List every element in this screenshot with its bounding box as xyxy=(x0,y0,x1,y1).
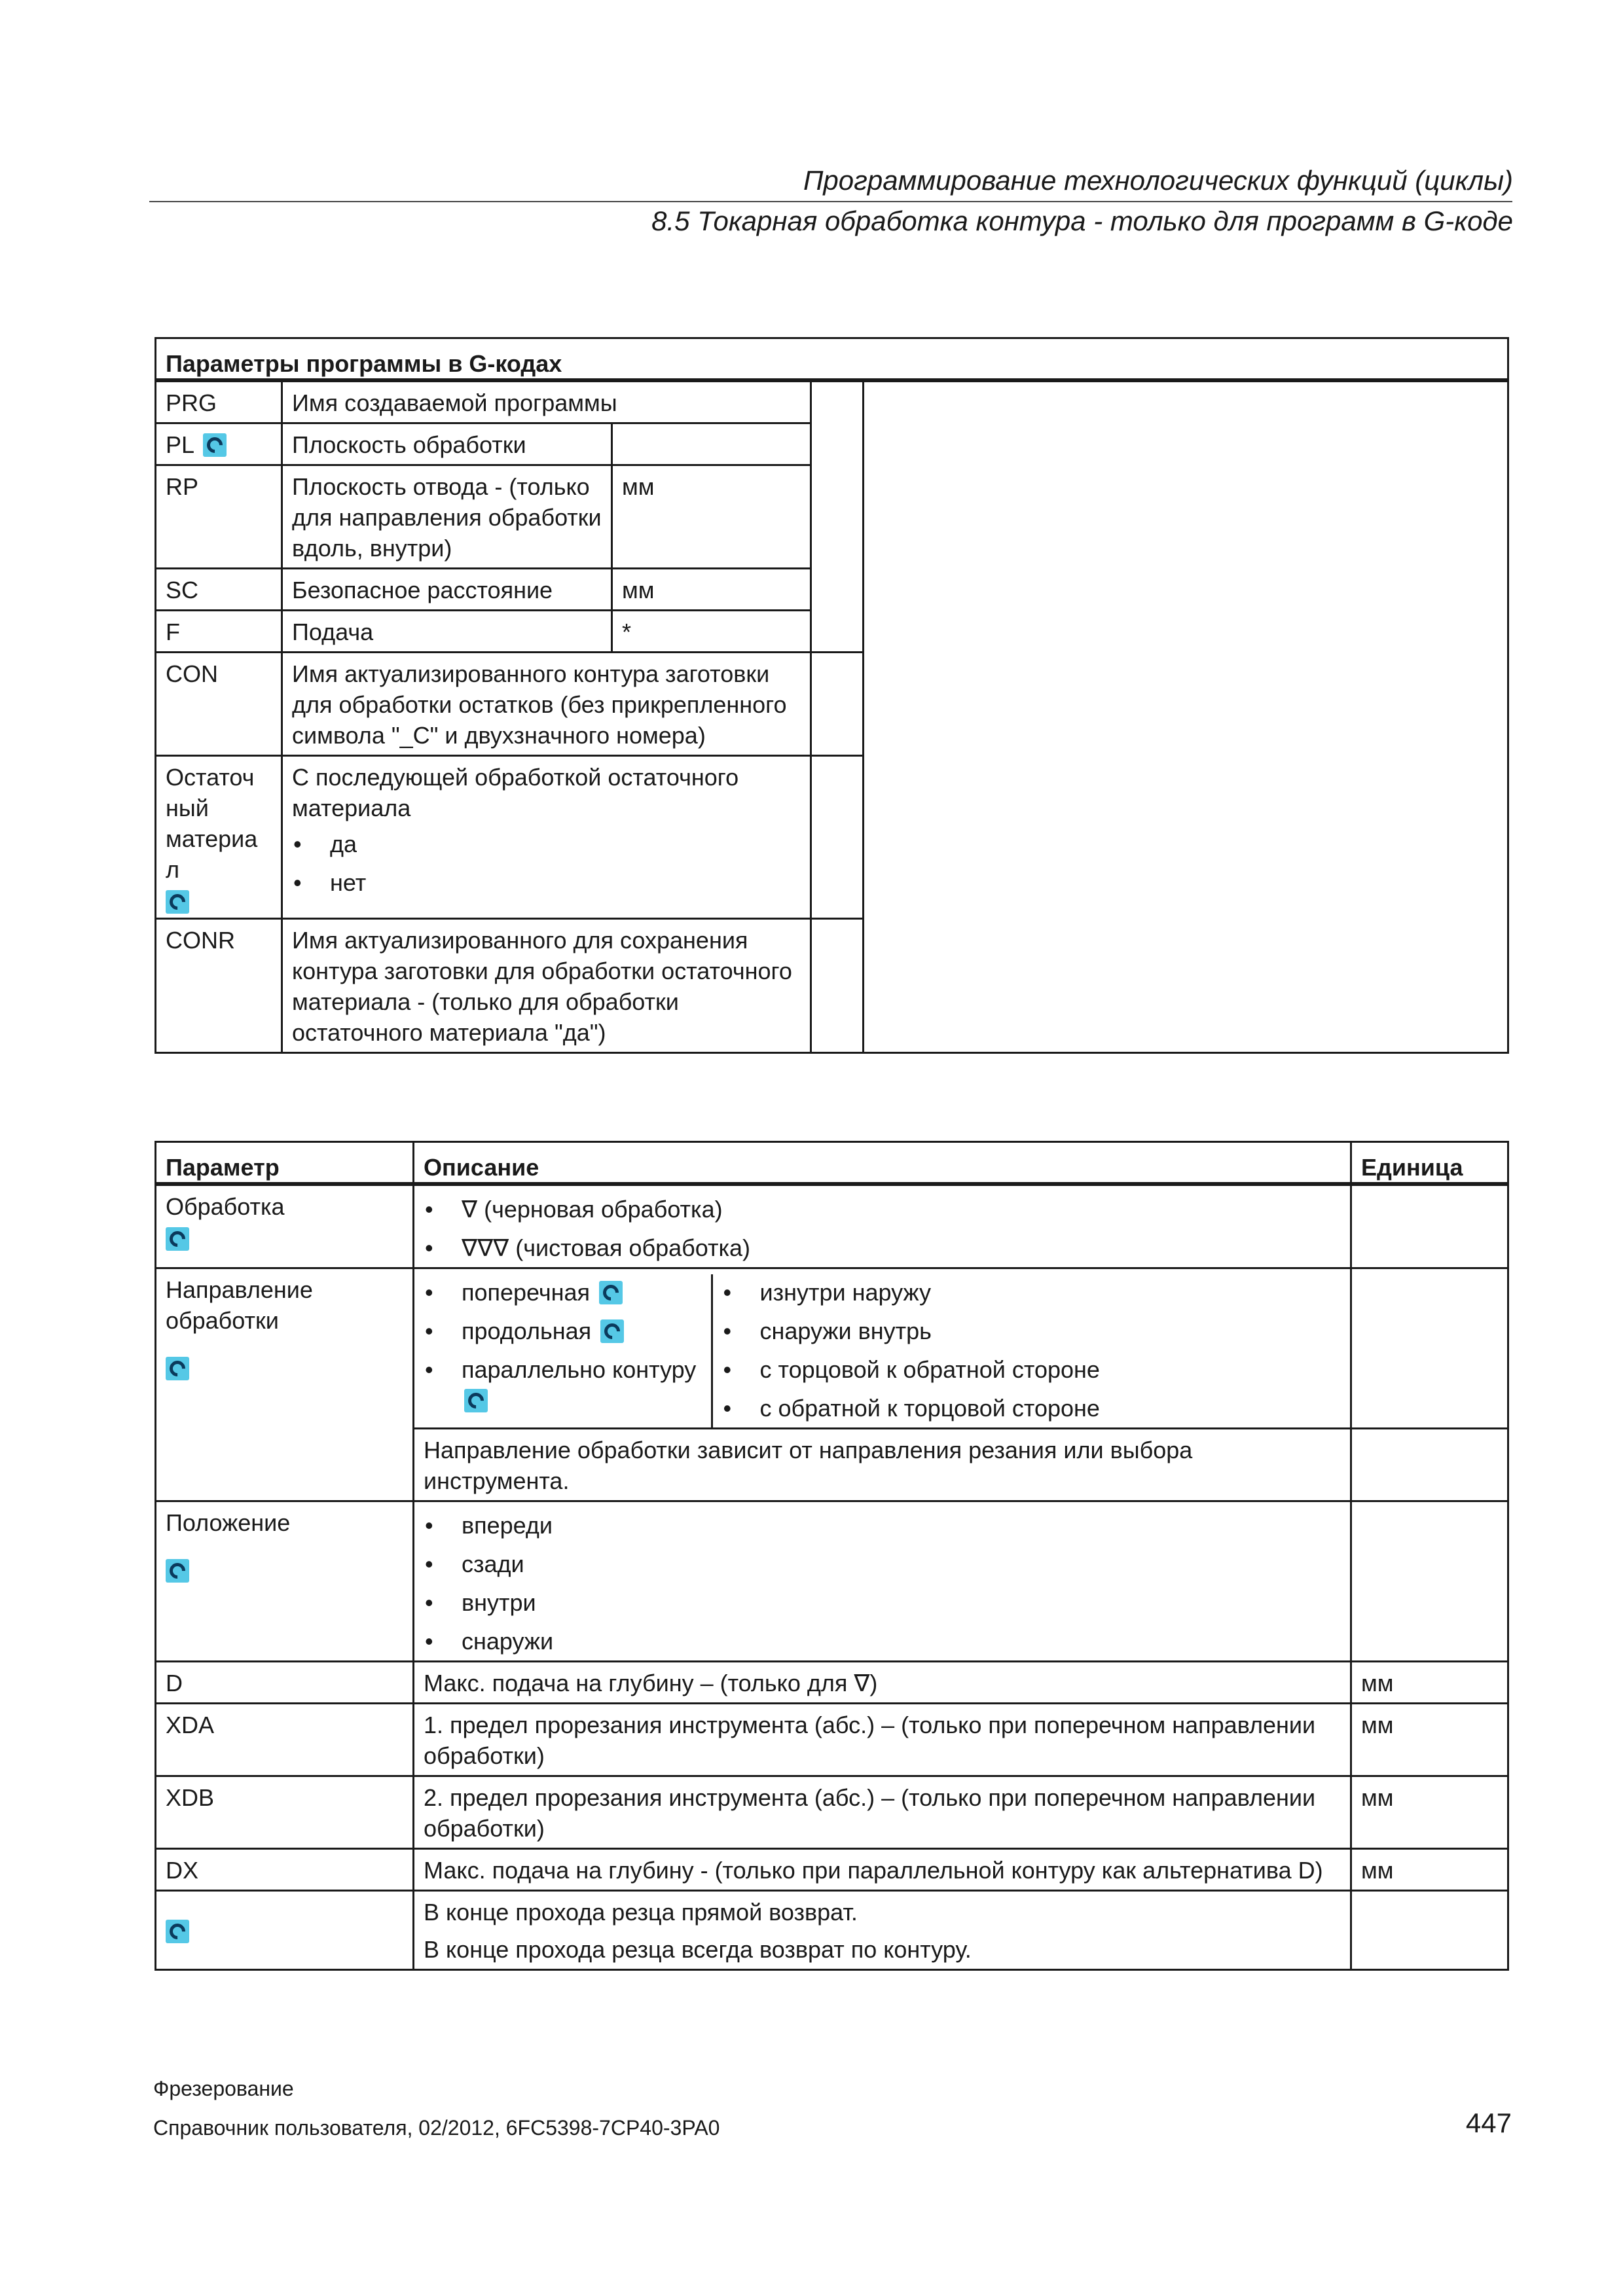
param-cell xyxy=(156,756,282,919)
cycle-icon[interactable] xyxy=(166,1920,189,1943)
param-cell xyxy=(156,1891,414,1970)
section-title: 8.5 Токарная обработка контура - только для программ в G-коде xyxy=(651,206,1513,236)
param-name: Остаточ ный материа л xyxy=(166,764,258,883)
param-desc: Плоскость обработки xyxy=(282,423,612,465)
param-unit xyxy=(811,653,864,756)
option-item: • с торцовой к обратной стороне xyxy=(722,1354,1341,1385)
option-item: • продольная xyxy=(424,1316,702,1346)
param-desc: Макс. подача на глубину - (только при параллельной контуру как альтернатива D) xyxy=(414,1849,1351,1891)
param-name: PRG xyxy=(156,380,282,423)
header-rule xyxy=(149,201,1512,202)
table1-title-row xyxy=(156,338,1508,381)
option-item: • изнутри наружу xyxy=(722,1277,1341,1308)
footer-manual: Справочник пользователя, 02/2012, 6FC5398-7CP40-3PA0 xyxy=(153,2116,720,2140)
option-item: • внутри xyxy=(424,1587,1341,1618)
param-name: Обработка xyxy=(166,1193,285,1220)
param-desc: Безопасное расстояние xyxy=(282,569,612,611)
param-name: SC xyxy=(156,569,282,611)
parameters-table xyxy=(155,1141,1509,1971)
option-item: • снаружи внутрь xyxy=(722,1316,1341,1346)
direction-left-options xyxy=(424,1274,712,1427)
option-item: • снаружи xyxy=(424,1626,1341,1657)
direction-options xyxy=(424,1274,1341,1427)
param-unit: * xyxy=(612,611,811,653)
cycle-icon[interactable] xyxy=(600,1319,624,1343)
cycle-icon[interactable] xyxy=(203,433,227,457)
param-desc: Плоскость отвода - (только для направления обработки вдоль, внутри) xyxy=(282,465,612,569)
table-row xyxy=(156,1776,1508,1849)
option-item: • поперечная xyxy=(424,1277,702,1308)
param-desc-cell xyxy=(414,1501,1351,1662)
option-item: • ∇∇∇ (чистовая обработка) xyxy=(424,1232,1341,1263)
param-name: CONR xyxy=(156,919,282,1053)
option-item: • впереди xyxy=(424,1510,1341,1541)
param-unit: мм xyxy=(1351,1704,1508,1776)
column-header-param: Параметр xyxy=(156,1142,414,1185)
chapter-title: Программирование технологических функций (циклы) xyxy=(803,165,1513,196)
param-unit: мм xyxy=(612,569,811,611)
param-name: F xyxy=(156,611,282,653)
cycle-icon[interactable] xyxy=(166,1227,189,1251)
table-row xyxy=(156,1849,1508,1891)
option-list xyxy=(722,1277,1341,1424)
option-list xyxy=(292,829,801,898)
empty-cell xyxy=(811,380,864,653)
param-unit xyxy=(1351,1268,1508,1429)
option-item: • параллельно контуру xyxy=(424,1354,702,1416)
param-desc: Макс. подача на глубину – (только для ∇) xyxy=(414,1662,1351,1704)
table-row xyxy=(156,1501,1508,1662)
retract-line: В конце прохода резца всегда возврат по контуру. xyxy=(424,1936,972,1963)
param-desc: Имя актуализированного контура заготовки для обработки остатков (без прикрепленного символа "_C" и двухзначного номера) xyxy=(282,653,811,756)
table-row xyxy=(156,1891,1508,1970)
option-item: • сзади xyxy=(424,1549,1341,1579)
retract-line: В конце прохода резца прямой возврат. xyxy=(424,1899,858,1926)
param-unit xyxy=(612,423,811,465)
param-desc: Имя создаваемой программы xyxy=(282,380,811,423)
empty-cell xyxy=(864,380,1508,1053)
table-row xyxy=(156,1268,1508,1429)
footer-section: Фрезерование xyxy=(153,2077,294,2100)
param-cell xyxy=(156,423,282,465)
table-row xyxy=(156,380,1508,423)
param-name: DX xyxy=(156,1849,414,1891)
param-name: D xyxy=(156,1662,414,1704)
param-name: Положение xyxy=(166,1509,291,1536)
option-list xyxy=(424,1277,702,1416)
param-unit xyxy=(1351,1501,1508,1662)
option-item: • с обратной к торцовой стороне xyxy=(722,1393,1341,1424)
option-list xyxy=(424,1510,1341,1657)
g-code-parameters-table xyxy=(155,337,1509,1054)
table-row xyxy=(156,1704,1508,1776)
direction-note: Направление обработки зависит от направления резания или выбора инструмента. xyxy=(414,1429,1351,1501)
param-unit xyxy=(1351,1429,1508,1501)
param-desc: Имя актуализированного для сохранения контура заготовки для обработки остаточного материала - (только для обработки остаточного материала "да") xyxy=(282,919,811,1053)
column-header-desc: Описание xyxy=(414,1142,1351,1185)
table-row xyxy=(156,1184,1508,1268)
param-desc-cell xyxy=(414,1268,1351,1429)
cycle-icon[interactable] xyxy=(166,890,189,914)
table-row xyxy=(156,1662,1508,1704)
cycle-icon[interactable] xyxy=(166,1559,189,1583)
option-list xyxy=(424,1194,1341,1263)
param-unit: мм xyxy=(1351,1662,1508,1704)
param-desc: 1. предел прорезания инструмента (абс.) – (только при поперечном направлении обработки) xyxy=(414,1704,1351,1776)
param-desc-cell xyxy=(282,756,811,919)
param-unit xyxy=(1351,1184,1508,1268)
param-name: RP xyxy=(156,465,282,569)
table2-header-row xyxy=(156,1142,1508,1185)
option-item: • ∇ (черновая обработка) xyxy=(424,1194,1341,1225)
param-cell xyxy=(156,1184,414,1268)
cycle-icon[interactable] xyxy=(166,1357,189,1380)
param-name: CON xyxy=(156,653,282,756)
direction-right-options xyxy=(712,1274,1341,1427)
param-desc-cell xyxy=(414,1184,1351,1268)
param-name: PL xyxy=(166,431,194,458)
param-unit xyxy=(811,919,864,1053)
param-name: XDB xyxy=(156,1776,414,1849)
param-cell xyxy=(156,1501,414,1662)
page-number: 447 xyxy=(1465,2108,1512,2138)
param-desc: 2. предел прорезания инструмента (абс.) – (только при поперечном направлении обработки) xyxy=(414,1776,1351,1849)
param-unit xyxy=(811,756,864,919)
param-desc: Подача xyxy=(282,611,612,653)
table1-title: Параметры программы в G-кодах xyxy=(156,338,1508,381)
param-unit xyxy=(1351,1891,1508,1970)
option-item: • нет xyxy=(292,867,801,898)
cycle-icon[interactable] xyxy=(599,1281,623,1304)
param-desc: С последующей обработкой остаточного материала xyxy=(292,764,739,821)
param-desc-cell xyxy=(414,1891,1351,1970)
column-header-unit: Единица xyxy=(1351,1142,1508,1185)
option-item: • да xyxy=(292,829,801,859)
param-name: XDA xyxy=(156,1704,414,1776)
param-unit: мм xyxy=(1351,1776,1508,1849)
param-cell xyxy=(156,1268,414,1501)
param-name: Направление обработки xyxy=(166,1276,313,1334)
param-unit: мм xyxy=(612,465,811,569)
cycle-icon[interactable] xyxy=(464,1389,488,1412)
param-unit: мм xyxy=(1351,1849,1508,1891)
